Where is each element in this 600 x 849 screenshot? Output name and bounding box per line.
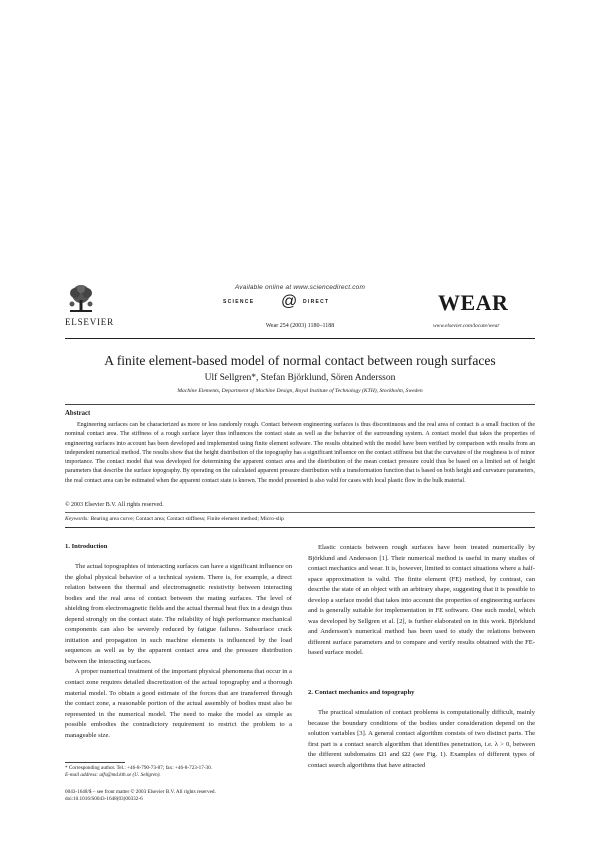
- issn-line: 0043-1648/$ – see front matter © 2003 Elsevier B.V. All rights reserved.: [65, 789, 216, 795]
- journal-reference: Wear 254 (2003) 1180–1188: [265, 323, 335, 329]
- title-divider: [65, 404, 535, 405]
- journal-url: www.elsevier.com/locate/wear: [433, 323, 500, 329]
- section-2-heading: 2. Contact mechanics and topography: [308, 689, 415, 696]
- sciencedirect-at-icon: @: [281, 293, 298, 310]
- footnote-email: E-mail address: ulfs@md.kth.se (U. Sellgren).: [65, 772, 161, 779]
- intro-paragraph-3: Elastic contacts between rough surfaces have been treated numerically by Björklund and Andersson [1]. Their numerical method is useful in many studies of contact mechanics and wear. It is, however, limited to contact situations where a half-space approximation is valid. The finite element (FE) method, by contrast, can describe the state of an object with an arbitrary shape, suggesting that it is possible to develop a surface model that takes into account the properties of engineering surfaces and is generally suitable for implementation in FE software. One such model, which was developed by Sellgren et al. [2], is further elaborated on in this work. Björklund and Andersson's numerical method has been used to study the relations between different surface parameters and to compare and verify results obtained with the FE-based surface model.: [308, 544, 535, 657]
- keywords-label: Keywords:: [65, 516, 90, 522]
- article-authors: Ulf Sellgren*, Stefan Björklund, Sören Andersson: [204, 373, 396, 383]
- sciencedirect-logo: [223, 293, 373, 310]
- keywords-list: Bearing area curve; Contact area; Contact stiffness; Finite element method; Micro-slip: [90, 516, 284, 522]
- elsevier-tree-logo-icon: [66, 284, 96, 314]
- article-affiliation: Machine Elements, Department of Machine Design, Royal Institute of Technology (KTH), Stockholm, Sweden: [177, 388, 423, 394]
- sciencedirect-right: DIRECT: [303, 299, 330, 305]
- doi-line: doi:10.1016/S0043-1648(03)00332-6: [65, 796, 143, 803]
- abstract-heading: Abstract: [65, 410, 91, 417]
- footnote: [65, 765, 292, 780]
- footnote-corresponding: * Corresponding author. Tel.: +46-8-790-73-87; fax: +46-8-723-17-30.: [65, 765, 213, 771]
- sciencedirect-left: SCIENCE: [223, 299, 255, 305]
- front-matter-info: [65, 789, 305, 804]
- left-column: [65, 562, 292, 741]
- availability-line: Available online at www.sciencedirect.com: [234, 284, 366, 291]
- publisher-logo-text: ELSEVIER: [65, 317, 114, 327]
- keywords-divider: [65, 512, 535, 513]
- right-column-top: [308, 543, 535, 659]
- abstract-body: Engineering surfaces can be characterized as more or less randomly rough. Contact between engineering surfaces is thus discontinuous and the real area of contact is a small fraction of the nominal contact area. The stiffness of a rough surface layer thus influences the contact state as well as the behavior of the surrounding system. A contact model that takes the properties of engineering surfaces into account has been developed and implemented using finite element software. The results obtained with the model have been verified by comparison with results from an independent numerical method. The results show that the height distribution of the topography has a significant influence on the contact stiffness but that the curvature of the roughness is of minor importance. The contact model that was developed for determining the apparent contact area and the distribution of the mean contact pressure could thus be based on a limited set of height parameters that describe the surface topography. By operating on the calculated apparent pressure distribution with a transformation function that is based on both height and curvature parameters, the real contact area can be estimated when the apparent contact state is known. The model presented is also valid for cases with local plastic flow in the bulk material.: [65, 422, 535, 484]
- section-1-heading: 1. Introduction: [65, 543, 108, 550]
- right-column-bottom: [308, 708, 535, 771]
- section-2-paragraph-1: The practical simulation of contact problems is computationally difficult, mainly because the boundary conditions of the bodies under consideration depend on the solution variables [3]. A general contact algorithm consists of two distinct parts. The first part is a contact search algorithm that identifies penetration, i.e. λ > 0, between the different subdomains Ω1 and Ω2 (see Fig. 1). Examples of different types of contact search algorithms that have attracted: [308, 709, 535, 769]
- body-divider: [65, 527, 535, 528]
- footnote-divider: [65, 762, 125, 763]
- header-divider: [65, 338, 535, 339]
- intro-paragraph-1: The actual topographies of interacting surfaces can have a significant influence on the global physical behavior of a technical system. There is, for example, a direct relation between the thermal and electromagnetic resistivity between interacting bodies and the real area of contact between the mating surfaces. The level of shielding from electromagnetic fields and the actual thermal heat flux in a design thus depend strongly on the contact state. The reliability of high performance mechanical components can also be severely reduced by fatigue failures. Subsurface crack initiation and propagation in such machine elements is influenced by the load sequences as well as by the apparent contact area and the pressure distribution between the interacting surfaces.: [65, 563, 292, 665]
- journal-title: WEAR: [438, 290, 509, 315]
- keywords-line: [65, 516, 535, 522]
- intro-paragraph-2: A proper numerical treatment of the important physical phenomena that occur in a contact zone requires detailed discretization of the actual topography and a thorough material model. To obtain a good estimate of the forces that are transferred through the contact zone, a reasonable portion of the actual assembly of bodies must also be represented in the numerical model. The need to make the model as simple as possible embodies the contradictory requirement to restrict the problem to a manageable size.: [65, 668, 292, 739]
- article-title: A finite element-based model of normal contact between rough surfaces: [104, 353, 496, 368]
- abstract-copyright: © 2003 Elsevier B.V. All rights reserved.: [65, 502, 164, 508]
